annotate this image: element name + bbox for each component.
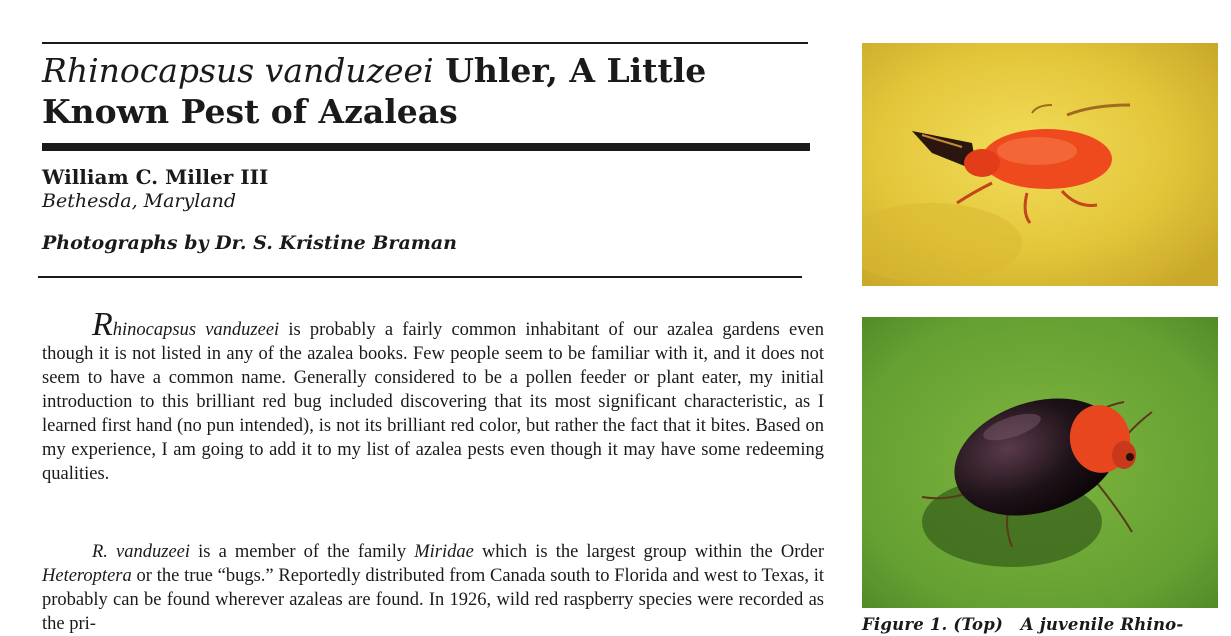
juvenile-bug-photo [862, 43, 1218, 286]
header-bottom-rule [38, 276, 802, 278]
adult-red-bug-on-leaf-photo-icon [862, 317, 1218, 608]
figure-caption: Figure 1. (Top) A juvenile Rhino- [862, 615, 1184, 634]
drop-cap: R [92, 306, 113, 343]
title-thick-rule [42, 143, 810, 151]
author-name: William C. Miller III [42, 165, 269, 189]
species-abbrev: R. vanduzeei [92, 542, 191, 562]
photo-credit: Photographs by Dr. S. Kristine Braman [42, 232, 457, 254]
paragraph-2-text-a: is a member of the family [190, 542, 415, 562]
title-line2: Known Pest of Azaleas [42, 92, 458, 131]
paragraph-2 [42, 540, 824, 636]
paragraph-1-text: is probably a fairly common inhabitant of our azalea gardens even though it is not listed in any of the azalea books. Few people seem to be familiar with it, and it does not seem to have a common name. Generally considered to be a pollen feeder or plant eater, my initial introduction to this brilliant red bug included discovering that its most significant characteristic, as I learned first hand (no pun intended), is not its brilliant red color, but rather the fact that it bites. Based on my experience, I am going to add it to my list of azalea pests even though it may have some redeeming qualities. [42, 320, 824, 484]
paragraph-2-text-b: which is the largest group within the Order [473, 542, 825, 562]
paragraph-2-text-c: or the true “bugs.” Reportedly distributed from Canada south to Florida and west to Texas, it probably can be found wherever azaleas are found. In 1926, wild red raspberry species were recorded as the pri- [42, 566, 824, 634]
author-location: Bethesda, Maryland [42, 190, 237, 212]
juvenile-red-bug-photo-icon [862, 43, 1218, 286]
title-rest: Uhler, A Little [433, 51, 707, 90]
adult-bug-photo [862, 317, 1218, 608]
order-name: Heteroptera [42, 566, 132, 586]
title-species: Rhinocapsus vanduzeei [42, 51, 434, 90]
species-name: hinocapsus vanduzeei [112, 320, 280, 340]
paragraph-1 [42, 306, 824, 486]
top-rule [42, 42, 808, 44]
family-name: Miridae [414, 542, 474, 562]
article-title [42, 50, 812, 132]
